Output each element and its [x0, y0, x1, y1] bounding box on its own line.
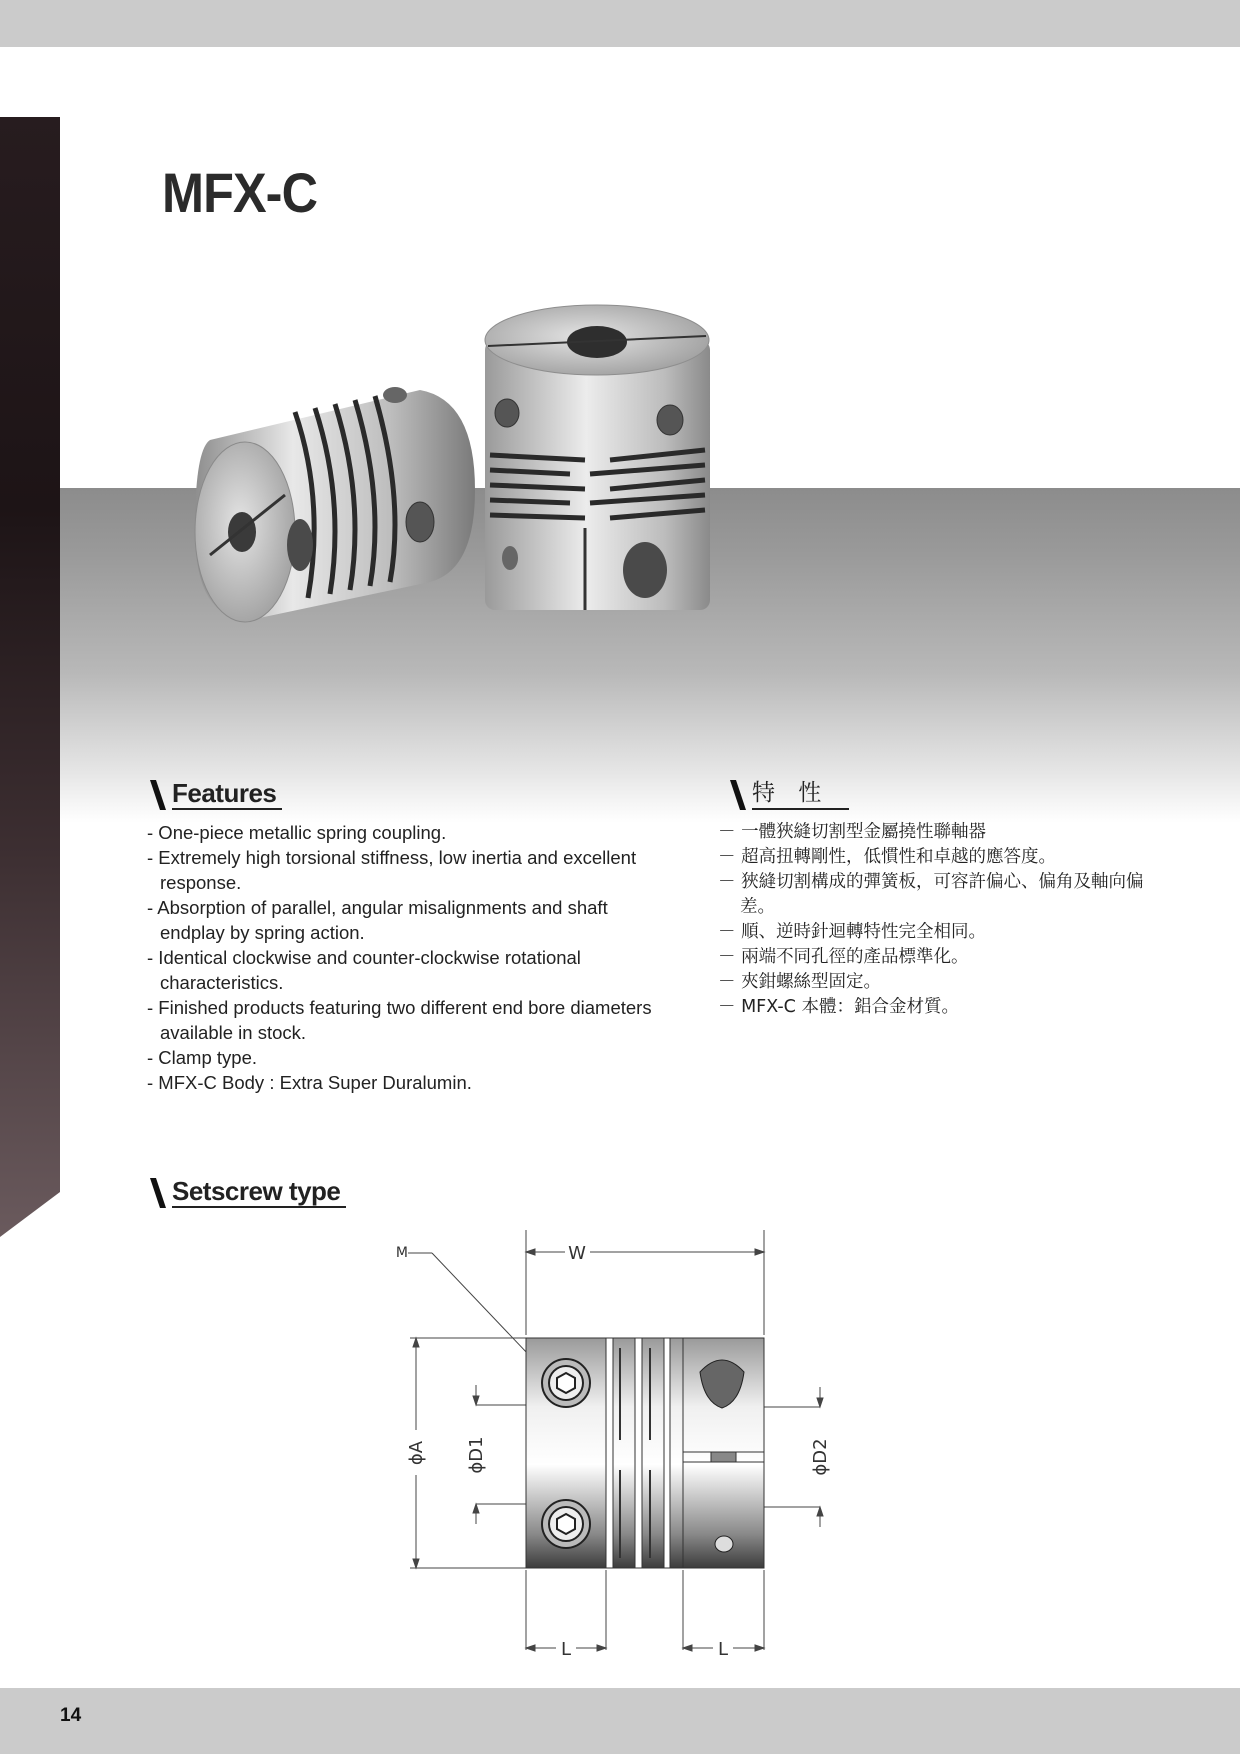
bottom-band [0, 1688, 1240, 1754]
coupling-left-photo [195, 387, 475, 622]
list-item: － 順、逆時針迴轉特性完全相同。 [718, 922, 987, 942]
list-item: － 一體狹縫切割型金屬撓性聯軸器 [718, 822, 987, 842]
product-photo [190, 300, 750, 640]
page-number: 14 [60, 1705, 82, 1726]
features-heading [150, 778, 282, 810]
page-title: MFX-C [162, 161, 318, 224]
label-d1: ϕD1 [466, 1436, 487, 1474]
list-item: － 狹縫切割構成的彈簧板，可容許偏心、偏角及軸向偏差。 [718, 872, 1144, 917]
setscrew-heading [150, 1176, 346, 1208]
features-zh-heading-label: 特 性 [752, 778, 849, 810]
top-band [0, 0, 1240, 47]
label-l-right: L [717, 1639, 729, 1660]
section-slash-icon [150, 780, 166, 810]
label-a: ϕA [406, 1440, 427, 1466]
list-item: - Absorption of parallel, angular misalignments and shaft endplay by spring action. [147, 897, 608, 943]
section-slash-icon [730, 780, 746, 810]
list-item: - Extremely high torsional stiffness, low inertia and excellent response. [147, 847, 637, 893]
label-d2: ϕD2 [810, 1438, 831, 1476]
list-item: - MFX-C Body : Extra Super Duralumin. [147, 1072, 472, 1093]
list-item: - Identical clockwise and counter-clockwise rotational characteristics. [147, 947, 581, 993]
label-m: M [395, 1245, 408, 1261]
side-accent-bar [0, 117, 60, 1237]
label-w: W [568, 1243, 586, 1264]
list-item: － MFX-C 本體：鋁合金材質。 [718, 997, 959, 1017]
features-heading-label: Features [172, 778, 282, 810]
list-item: － 夾鉗螺絲型固定。 [718, 972, 882, 992]
list-item: - Finished products featuring two different end bore diameters available in stock. [147, 997, 652, 1043]
section-slash-icon [150, 1178, 166, 1208]
label-l-left: L [560, 1639, 572, 1660]
coupling-right-photo [485, 305, 710, 610]
features-zh-list [718, 820, 1170, 1020]
setscrew-heading-label: Setscrew type [172, 1176, 346, 1208]
list-item: - One-piece metallic spring coupling. [147, 822, 447, 843]
setscrew-drawing [380, 1230, 850, 1660]
list-item: － 兩端不同孔徑的產品標準化。 [718, 947, 969, 967]
coupling-body-drawing [526, 1338, 764, 1568]
features-list [147, 820, 680, 1095]
features-zh-heading [730, 778, 849, 810]
list-item: － 超高扭轉剛性，低慣性和卓越的應答度。 [718, 847, 1057, 867]
list-item: - Clamp type. [147, 1047, 258, 1068]
